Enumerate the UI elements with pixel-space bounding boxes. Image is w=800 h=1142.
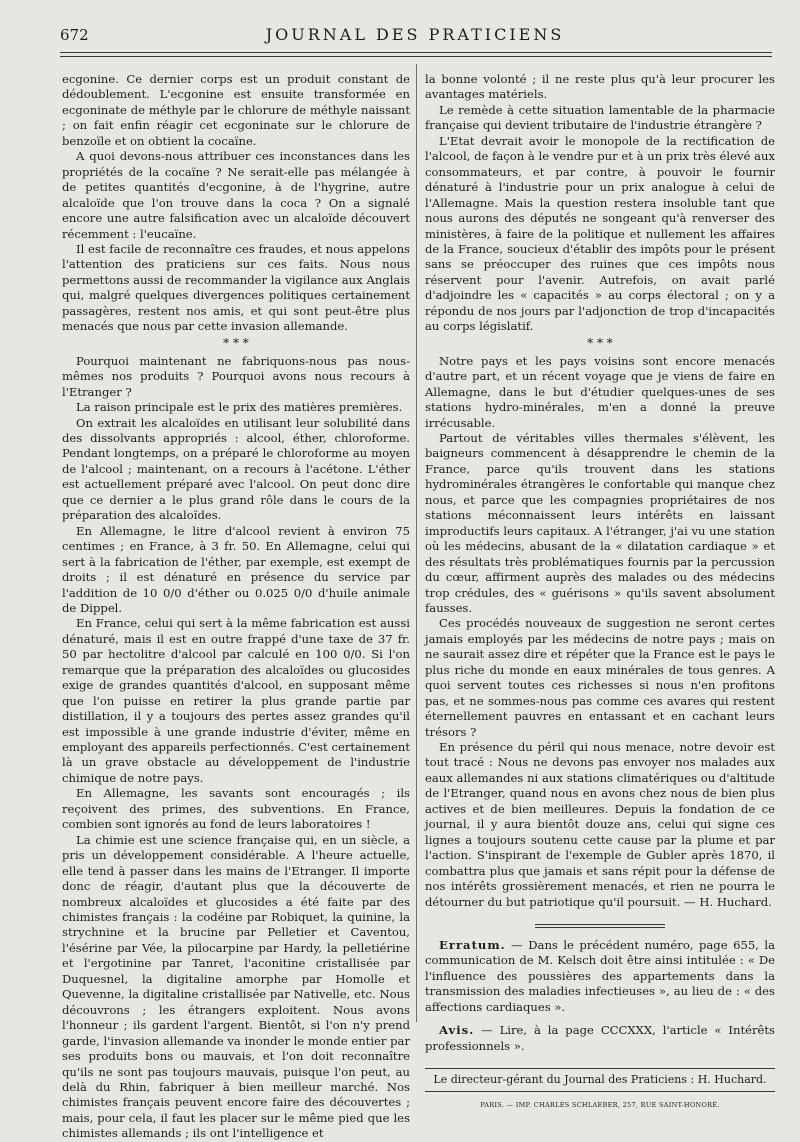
paragraph: L'Etat devrait avoir le monopole de la rectification de l'alcool, de façon à le vendre pur et à un prix très élevé aux consommateurs, et par contre, à pouvoir le fournir dénaturé à l'industrie pour un prix analogue à celui de l'Allemagne. Mais la question restera insoluble tant que nous aurons des députés ne songeant qu'à renverser des ministères, à faire de la politique et nullement les affaires de la France, soucieux d'établir des impôts pour le présent sans se préoccuper des ruines que ces impôts nous réservent pour l'avenir. Autrefois, on avait parlé d'adjoindre les « capacités » au corps électoral ; on y a répondu de nos jours par l'adjonction de trop d'incapacités au corps législatif. <box>425 133 775 334</box>
header-rule-thin <box>60 56 772 57</box>
paragraph: En Allemagne, les savants sont encouragés ; ils reçoivent des primes, des subventions. En France, combien sont ignorés au fond de leurs laboratoires ! <box>62 786 410 832</box>
paragraph: Partout de véritables villes thermales s'élèvent, les baigneurs commencent à désapprendre le chemin de la France, parce qu'ils trouvent dans les stations hydrominérales étrangères le confortable qui manque chez nous, et parce que les compagnies propriétaires de nos stations méconnaissent leurs intérêts en laissant improductifs leurs capitaux. A l'étranger, j'ai vu une station où les médecins, abusant de la « dilatation cardiaque » et des résultats très problématiques fournis par la percussion du cœur, affirment auprès des malades ou des médecins trop crédules, des « guérisons » qu'ils savent absolument fausses. <box>425 430 775 615</box>
paragraph: Il est facile de reconnaître ces fraudes, et nous appelons l'attention des praticiens sur ces faits. Nous nous permettons aussi de recommander la vigilance aux Anglais qui, malgré quelques divergences politiques certainement passagères, restent nos amis, et qui sont peut-être plus menacés que nous par cette invasion allemande. <box>62 241 410 334</box>
avis-label: Avis. <box>439 1023 475 1038</box>
avis-text: — Lire, à la page CCCXXX, l'article « Intérêts professionnels ». <box>425 1023 775 1053</box>
spacer <box>425 1015 775 1023</box>
erratum-notice <box>425 938 775 1015</box>
header-rule <box>60 52 772 53</box>
right-column <box>425 72 775 1113</box>
paragraph: On extrait les alcaloïdes en utilisant leur solubilité dans des dissolvants appropriés : alcool, éther, chloroforme. Pendant longtemps, on a préparé le chloroforme au moyen de l'alcool ; maintenant, on a recours à l'acétone. L'éther est actuellement préparé avec l'alcool. On peut donc dire que ce dernier a le plus grand rôle dans le cours de la préparation des alcaloïdes. <box>62 415 410 523</box>
paragraph: ecgonine. Ce dernier corps est un produit constant de dédoublement. L'ecgonine est ensuite transformée en ecgoninate de méthyle par le chlorure de méthyle naissant ; on fait enfin réagir cet ecgoninate sur le chlorure de benzoïle et on obtient la cocaïne. <box>62 72 410 148</box>
printer-imprint: PARIS. — IMP. CHARLES SCHLAEBER, 257, RUE SAINT-HONORÉ. <box>480 1100 720 1109</box>
journal-title: JOURNAL DES PRATICIENS <box>265 25 565 44</box>
paragraph: Ces procédés nouveaux de suggestion ne seront certes jamais employés par les médecins de notre pays ; mais on ne saurait assez dire et répéter que la France est le pays le plus riche du monde en eaux minérales de tous genres. A quoi servent toutes ces richesses si nous n'en profitons pas, et ne sommes-nous pas comme ces avares qui restent éternellement pauvres en entassant et en cachant leurs trésors ? <box>425 616 775 739</box>
separator-stars: * * * <box>223 335 249 350</box>
paragraph: Notre pays et les pays voisins sont encore menacés d'autre part, et un récent voyage que je viens de faire en Allemagne, dans le but d'étudier quelques-unes de ses stations hydro-minérales, m'en a donné la preuve irrécusable. <box>425 353 775 430</box>
paragraph: La raison principale est le prix des matières premières. <box>76 400 403 415</box>
paragraph: la bonne volonté ; il ne reste plus qu'à leur procurer les avantages matériels. <box>425 72 775 102</box>
section-rule <box>535 924 665 928</box>
left-column <box>62 72 410 1142</box>
editor-credit: Le directeur-gérant du Journal des Praticiens : H. Huchard. <box>425 1068 775 1091</box>
paragraph: En France, celui qui sert à la même fabrication est aussi dénaturé, mais il est en outre frappé d'une taxe de 37 fr. 50 par hectolitre d'alcool par calculé en 100 0/0. Si l'on remarque que la préparation des alcaloïdes ou glucosides exige de grandes quantités d'alcool, en supposant même que l'on puisse en retirer la plus grande partie par distillation, il y a toujours des pertes assez grandes qu'il est impossible à une grande industrie d'éviter, même en employant des appareils perfectionnés. C'est certainement là un grave obstacle au développement de l'industrie chimique de notre pays. <box>62 616 410 785</box>
paragraph: Le remède à cette situation lamentable de la pharmacie française qui devient tributaire de l'industrie étrangère ? <box>425 102 775 133</box>
separator-stars: * * * <box>587 335 613 350</box>
section-separator <box>425 335 775 350</box>
paragraph: En Allemagne, le litre d'alcool revient à environ 75 centimes ; en France, à 3 fr. 50. En Allemagne, celui qui sert à la fabrication de l'éther, par exemple, est exempt de droits ; il est dénaturé en présence du service par l'addition de 10 0/0 d'éther ou 0.025 0/0 d'huile animale de Dippel. <box>62 523 410 615</box>
page-header <box>60 22 770 52</box>
erratum-label: Erratum. <box>439 938 506 953</box>
page-number: 672 <box>60 26 89 44</box>
column-divider <box>416 64 417 1022</box>
paragraph: En présence du péril qui nous menace, notre devoir est tout tracé : Nous ne devons pas envoyer nos malades aux eaux allemandes ni aux stations climatériques ou d'altitude de l'Etranger, quand nous en avons chez nous de bien plus actives et de bien meilleures. Depuis la fondation de ce journal, il y aura bientôt douze ans, celui qui signe ces lignes a toujours soutenu cette cause par la plume et par l'action. S'inspirant de l'exemple de Gubler après 1870, il combattra plus que jamais et sans répit pour la défense de nos intérêts grossièrement menacés, et rien ne pourra le détourner du but patriotique qu'il poursuit. — H. Huchard. <box>425 740 775 909</box>
paragraph: La chimie est une science française qui, en un siècle, a pris un développement considérable. A l'heure actuelle, elle tend à passer dans les mains de l'Etranger. Il importe donc de réagir, d'autant plus que la découverte de nombreux alcaloïdes et glucosides a été faite par des chimistes français : la codéine par Robiquet, la quinine, la strychnine et la brucine par Pelletier et Caventou, l'ésérine par Vée, la pilocarpine par Hardy, la pelletiérine et l'ergotinine par Tanret, l'aconitine cristallisée par Duquesnel, la digitaline amorphe par Homolle et Quevenne, la digitaline cristallisée par Nativelle, etc. Nous découvrons ; les étrangers exploitent. Nous avons l'honneur ; ils gardent l'argent. Bientôt, si l'on n'y prend garde, l'invasion allemande va inonder le monde entier par ses produits bons ou mauvais, et l'on doit reconnaître qu'ils ne sont pas toujours mauvais, puisque l'on peut, au delà du Rhin, fabriquer à bien meilleur marché. Nos chimistes français peuvent encore faire des découvertes ; mais, pour cela, il faut les placer sur le même pied que les chimistes allemands ; ils ont l'intelligence et <box>62 832 410 1141</box>
erratum-text: — Dans le précédent numéro, page 655, la communication de M. Kelsch doit être ainsi intitulée : « De l'influence des poussières des appartements dans la transmission des maladies infectieuses », au lieu de : « des affections cardiaques ». <box>425 938 776 1014</box>
section-separator <box>62 335 410 350</box>
avis-notice <box>425 1023 775 1054</box>
paragraph: A quoi devons-nous attribuer ces inconstances dans les propriétés de la cocaïne ? Ne serait-elle pas mélangée à de petites quantités d'ecgonine, à de l'hygrine, autre alcaloïde que l'on trouve dans la coca ? On a signalé encore une autre falsification avec un alcaloïde découvert récemment : l'eucaïne. <box>62 149 410 241</box>
paragraph: Pourquoi maintenant ne fabriquons-nous pas nous-mêmes nos produits ? Pourquoi avons nous recours à l'Etranger ? <box>62 353 410 399</box>
